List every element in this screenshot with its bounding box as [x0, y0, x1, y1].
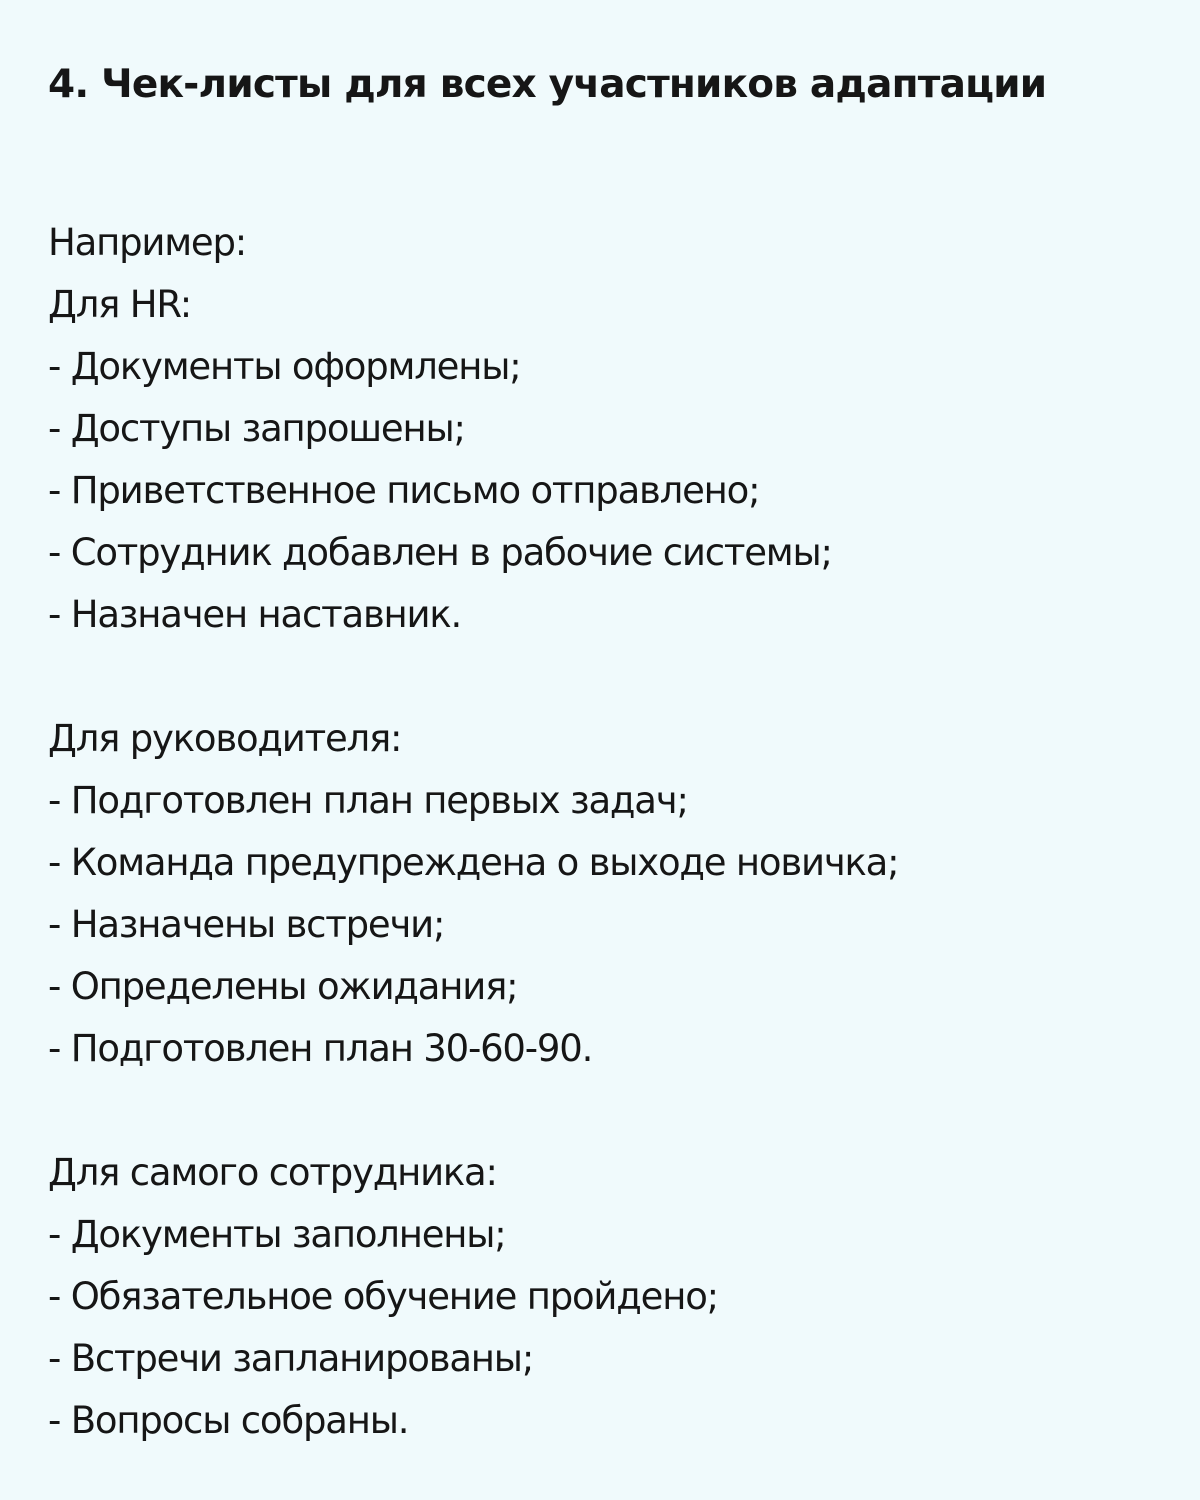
list-item: - Сотрудник добавлен в рабочие системы;: [48, 531, 832, 574]
list-item: - Подготовлен план первых задач;: [48, 779, 688, 822]
list-item: - Определены ожидания;: [48, 965, 518, 1008]
section-manager: [48, 708, 1200, 1080]
list-item: - Доступы запрошены;: [48, 407, 465, 450]
list-item: - Приветственное письмо отправлено;: [48, 469, 760, 512]
checklist: [48, 336, 1200, 646]
list-item: - Назначены встречи;: [48, 903, 445, 946]
section-employee: [48, 1142, 1200, 1452]
section-heading: Для самого сотрудника:: [48, 1151, 497, 1194]
intro-text: Например:: [48, 221, 247, 264]
list-item: - Вопросы собраны.: [48, 1399, 409, 1442]
list-item: - Назначен наставник.: [48, 593, 462, 636]
section-heading: Для руководителя:: [48, 717, 402, 760]
section-heading: Для HR:: [48, 283, 192, 326]
list-item: - Обязательное обучение пройдено;: [48, 1275, 718, 1318]
checklist: [48, 770, 1200, 1080]
list-item: - Документы оформлены;: [48, 345, 521, 388]
list-item: - Документы заполнены;: [48, 1213, 506, 1256]
checklist: [48, 1204, 1200, 1452]
list-item: - Команда предупреждена о выходе новичка;: [48, 841, 899, 884]
list-item: - Встречи запланированы;: [48, 1337, 534, 1380]
list-item: - Подготовлен план 30-60-90.: [48, 1027, 593, 1070]
page-title: 4. Чек-листы для всех участников адаптации: [48, 62, 1047, 107]
section-hr: [48, 274, 1200, 646]
